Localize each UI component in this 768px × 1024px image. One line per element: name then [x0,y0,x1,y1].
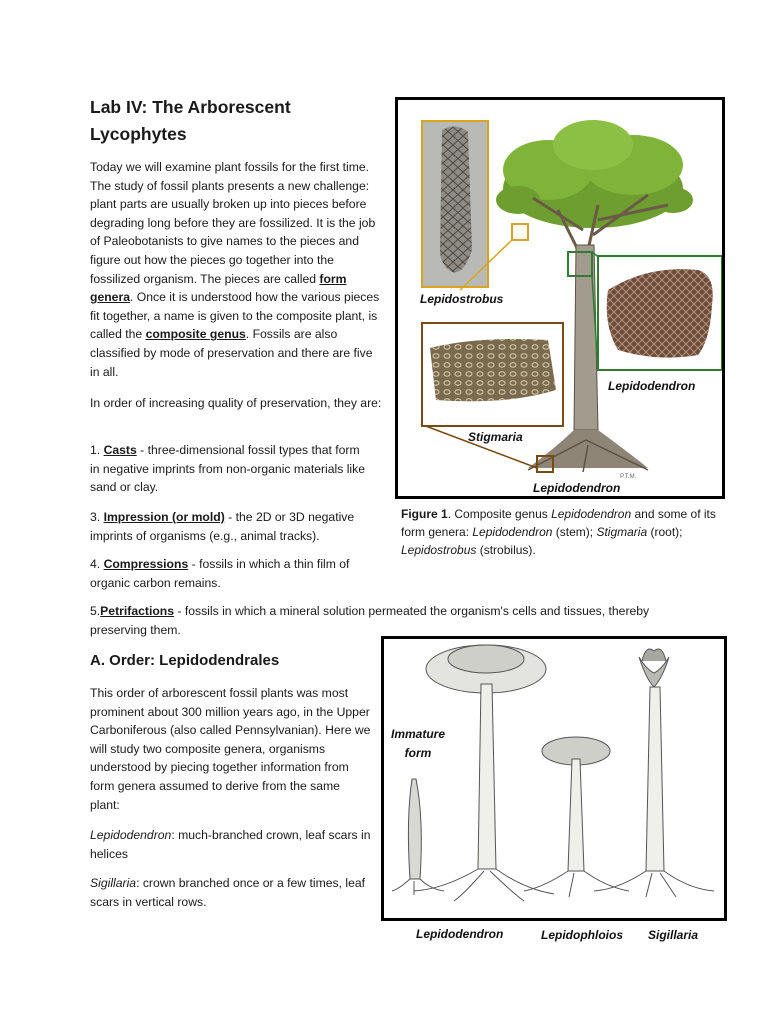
figure-1-caption: Figure 1. Composite genus Lepidodendron and some of its form genera: Lepidodendron (stem); Stigmaria (root); Lepidostrobus (strobilus). [401,507,716,557]
list-item-impression: 3. Impression (or mold) - the 2D or 3D negative imprints of organisms (e.g., animal tracks). [90,510,355,543]
figure-2-label-sigillaria: Sigillaria [648,928,699,942]
term-form-genera: form genera [90,271,347,305]
stigmaria-photo [422,323,563,426]
term-composite-genus: composite genus [145,327,246,342]
page-title: Lab IV: The Arborescent Lycophytes [90,97,291,144]
label-lepidodendron-stem: Lepidodendron [608,379,696,393]
label-lepidostrobus: Lepidostrobus [420,292,504,306]
figure-2-label-lepidophloios: Lepidophloios [541,928,623,942]
figure-2-illustration [384,639,724,918]
artist-signature: P.T.M. [620,474,637,480]
immature-form-label: Immature form [390,727,446,760]
lepidodendron-definition: Lepidodendron: much-branched crown, leaf scars in helices [90,828,371,861]
tree-trunk-illustration [574,245,598,430]
sigillaria-definition: Sigillaria: crown branched once or a few times, leaf scars in vertical rows. [90,876,366,909]
list-item-compressions: 4. Compressions - fossils in which a thin film of organic carbon remains. [90,557,350,590]
sigillaria-illustration [594,649,714,897]
order-intro: In order of increasing quality of preservation, they are: [90,396,382,410]
lepidodendron-stem-photo [598,256,722,370]
section-a-paragraph: This order of arborescent fossil plants was most prominent about 300 million years ago, in the Upper Carboniferous (also called Pennsylvanian). Here we will study two composite genera, organisms understood by piecing together information from form genera assumed to derive from the same plant: [90,686,371,812]
list-item-casts: 1. Casts - three-dimensional fossil types that form in negative imprints from non-organic materials like sand or clay. [90,443,366,495]
lepidodendron-illustration [414,645,554,901]
lepidostrobus-photo [422,121,488,287]
label-stigmaria: Stigmaria [468,430,523,444]
label-lepidodendron-composite: Lepidodendron [533,481,621,495]
lepidophloios-illustration [524,737,629,897]
tree-crown-illustration [496,120,693,250]
immature-form-illustration [392,779,444,895]
intro-paragraph: Today we will examine plant fossils for the first time. The study of fossil plants presents a new challenge: plant parts are usually broken up into pieces before degrading long before they are fossilized. It is the job of Paleobotanists to give names to the pieces and figure out how the pieces go together into the fossilized organism. The pieces are called form genera. Once it is understood how the various pieces fit together, a name is given to the composite plant, is called the composite genus. Fossils are also classified by mode of preservation and there are five in all. [90,160,380,379]
list-item-petrifactions: 5.Petrifactions - fossils in which a mineral solution permeated the organism's cells and tissues, thereby preserving them. [90,604,650,637]
section-a-heading: A. Order: Lepidodendrales [90,652,280,669]
figure-2 [381,636,727,921]
figure-2-label-lepidodendron: Lepidodendron [416,927,504,941]
figure-1 [395,97,725,499]
